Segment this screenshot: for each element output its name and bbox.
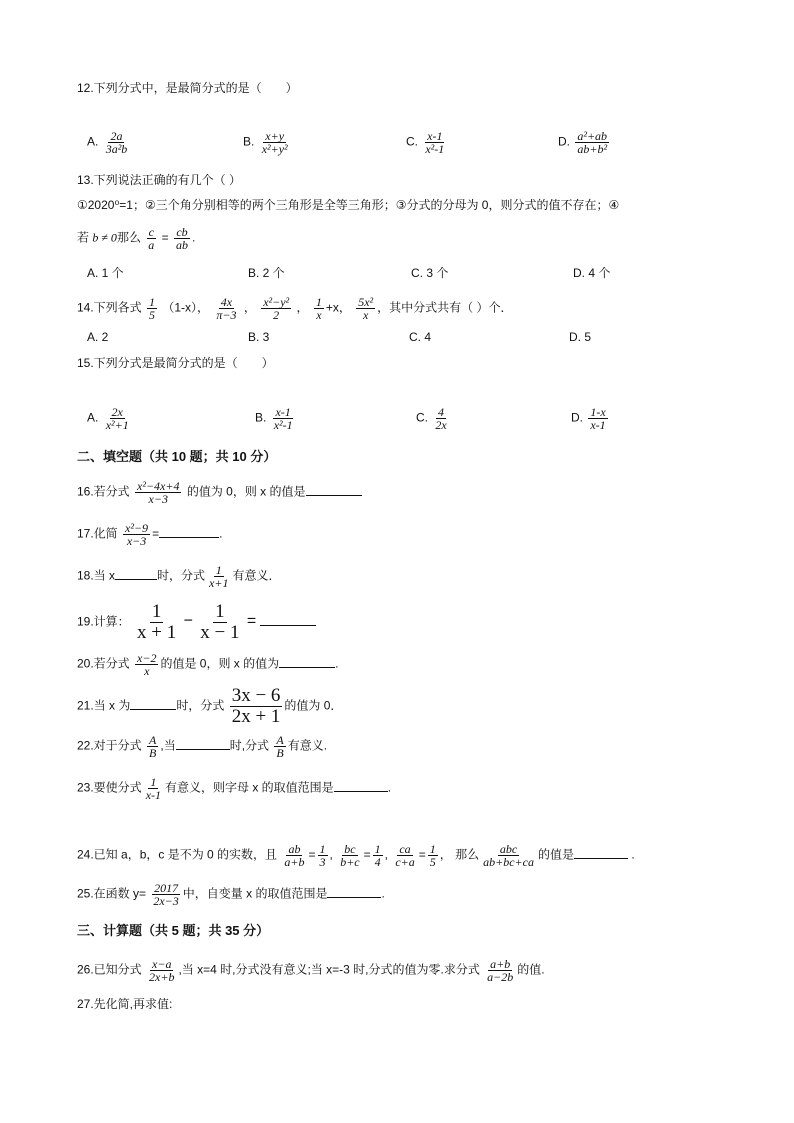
q12-option-d: D. $\frac{\text{a²+ab}}{\text{ab+b²}}$ — [558, 129, 608, 156]
q23: 23.要使分式 $\frac{1}{x-1}$ 有意义，则字母 x 的取值范围是 . — [77, 775, 392, 802]
q24-answer-blank[interactable] — [574, 846, 628, 859]
q14-option-c: C. 4 — [409, 330, 432, 344]
q23-answer-blank[interactable] — [334, 779, 388, 792]
q17-answer-blank[interactable] — [159, 525, 219, 538]
q16-answer-blank[interactable] — [306, 483, 362, 496]
q14-stem: 14.下列各式 $\frac{1}{5}$ （1-x）， $\frac{4x}{\pi-3}$ ， $\frac{\text{x²−y²}}{2}$ ， $\frac{1}{x}$ +x， $\frac{\text{5x²}}{x}$ ，其中分式共有（ ）个． — [77, 295, 513, 322]
q15-option-a: A. $\frac{2x}{\text{x²+1}}$ — [87, 405, 129, 432]
q24: 24.已知 a，b，c 是不为 0 的实数，且 $\frac{ab}{a+b}$ = $\frac{1}{3}$ , $\frac{bc}{b+c}$ = $\frac{1}{4}$ , $\frac{ca}{c+a}$ = $\frac{1}{5}$ ， 那么 $\frac{\text{abc}}{ab+bc+ca}$ 的值是 . — [77, 842, 635, 869]
q22-answer-blank[interactable] — [176, 737, 230, 750]
q19-answer-blank[interactable] — [260, 613, 316, 626]
q22: 22.对于分式 $\frac{A}{B}$ ,当 时,分式 $\frac{A}{B}$ 有意义. — [77, 733, 328, 760]
q16: 16.若分式 $\frac{\text{x²−4x+4}}{x-3}$ 的值为 0，则 x 的值是 — [77, 480, 362, 505]
q14-option-a: A. 2 — [87, 330, 109, 344]
q26: 26.已知分式 $\frac{x-a}{2x+b}$ ,当 x=4 时,分式没有意义;当 x=-3 时,分式的值为零.求分式 $\frac{a+b}{a-2b}$ 的值. — [77, 957, 545, 984]
q19: 19.计算： $\frac{1}{x + 1}$ − $\frac{1}{x - 1}$ = — [77, 602, 316, 643]
q13-option-c: C. 3 个 — [411, 266, 449, 280]
q25: 25.在函数 y= $\frac{2017}{2x-3}$ 中，自变量 x 的取值范围是 . — [77, 881, 385, 908]
q13-option-b: B. 2 个 — [248, 266, 285, 280]
q12-option-c: C. $\frac{x-1}{\text{x²-1}}$ — [406, 129, 445, 156]
q18-answer-blank[interactable] — [115, 567, 157, 580]
q12-option-a: A. $\frac{2a}{\text{3a²b}}$ — [87, 129, 128, 156]
q15-option-d: D. $\frac{1-x}{x-1}$ — [571, 405, 606, 432]
q14-option-d: D. 5 — [569, 330, 592, 344]
section-calc-title: 三、计算题（共 5 题；共 35 分） — [77, 923, 270, 938]
q13-option-a: A. 1 个 — [87, 266, 124, 280]
q14-option-b: B. 3 — [248, 330, 270, 344]
q15-option-c: C. $\frac{4}{2x}$ — [416, 405, 447, 432]
q17: 17.化简 $\frac{\text{x²−9}}{x-3}$ = . — [77, 521, 223, 548]
q15-option-b: B. $\frac{x-1}{\text{x²-1}}$ — [255, 405, 293, 432]
q13-statements: ①2020⁰=1；②三个角分别相等的两个三角形是全等三角形；③分式的分母为 0，则分式的值不存在；④ — [77, 198, 620, 212]
q27: 27.先化简,再求值: — [77, 997, 173, 1011]
q13-option-d: D. 4 个 — [573, 266, 611, 280]
q12-stem: 12.下列分式中，是最简分式的是（ ） — [77, 81, 298, 95]
q21: 21.当 x 为 时，分式 $\frac{3x - 6}{2x + 1}$ 的值为 0． — [77, 685, 343, 727]
q18: 18.当 x 时，分式 $\frac{1}{x+1}$ 有意义． — [77, 563, 281, 590]
q15-stem: 15.下列分式是最简分式的是（ ） — [77, 356, 274, 370]
section-fill-in-title: 二、填空题（共 10 题；共 10 分） — [77, 449, 277, 464]
q21-answer-blank[interactable] — [130, 697, 176, 710]
q25-answer-blank[interactable] — [327, 885, 381, 898]
q13-statement-4: 若 b ≠ 0那么 $\frac{c}{a}$ = $\frac{cb}{ab}$ . — [77, 225, 196, 252]
q20: 20.若分式 $\frac{x-2}{x}$ 的值是 0，则 x 的值为 . — [77, 651, 339, 678]
q13-stem: 13.下列说法正确的有几个（ ） — [77, 173, 242, 187]
q12-option-b: B. $\frac{x+y}{\text{x²+y²}}$ — [243, 129, 288, 156]
q20-answer-blank[interactable] — [279, 655, 335, 668]
